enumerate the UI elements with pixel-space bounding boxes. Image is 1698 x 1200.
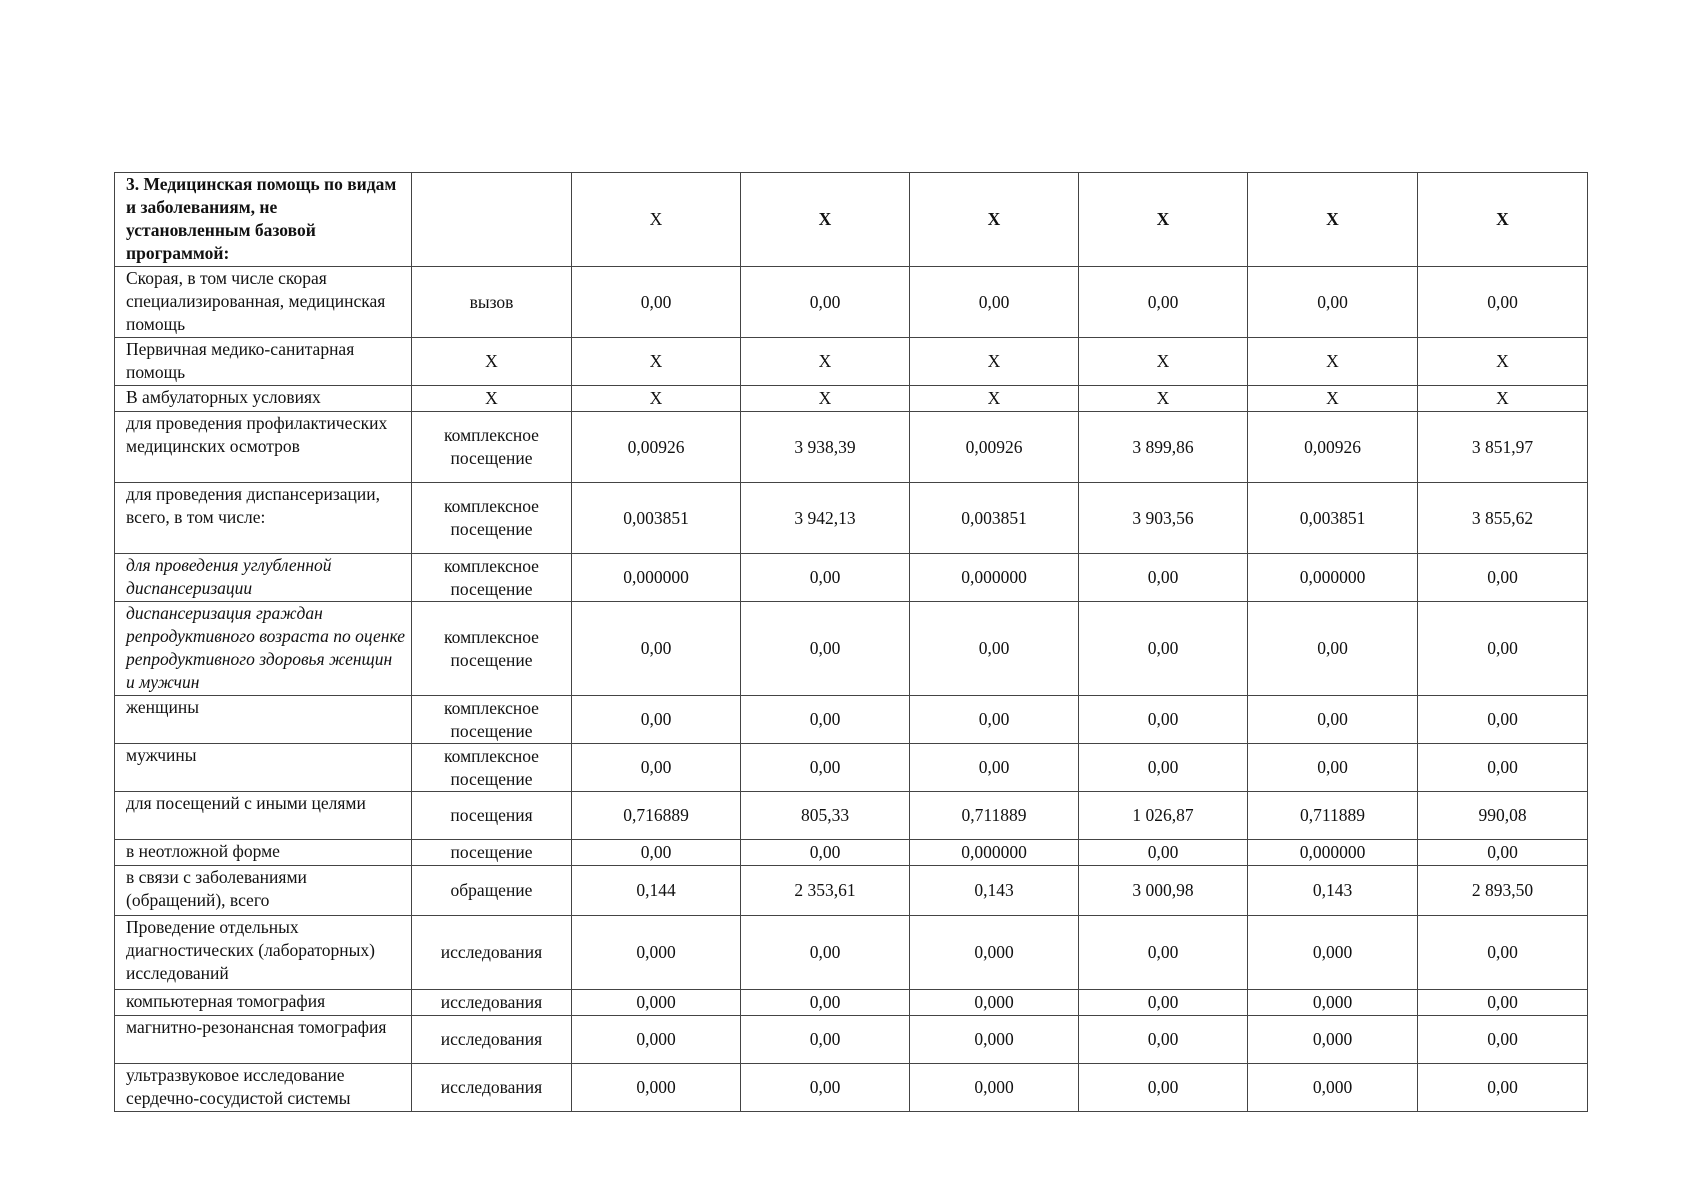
value-cell: 3 942,13 (741, 483, 910, 554)
value-cell: 0,003851 (910, 483, 1079, 554)
row-unit: вызов (412, 267, 572, 338)
table-row (115, 866, 1588, 916)
value-cell: X (1079, 338, 1248, 386)
row-unit: X (412, 338, 572, 386)
value-cell: 0,000000 (1248, 840, 1418, 866)
row-unit: исследования (412, 1064, 572, 1112)
row-unit: исследования (412, 1016, 572, 1064)
value-cell: 0,00 (1248, 602, 1418, 696)
value-cell: 0,00 (1418, 1064, 1588, 1112)
table-row (115, 412, 1588, 483)
value-cell: 0,00 (910, 744, 1079, 792)
row-label: в неотложной форме (115, 840, 412, 866)
value-cell: X (910, 338, 1079, 386)
value-cell: 3 899,86 (1079, 412, 1248, 483)
value-cell: 0,00 (572, 840, 741, 866)
value-cell: 0,000000 (910, 840, 1079, 866)
value-cell: 0,00 (1248, 267, 1418, 338)
value-cell: 0,00 (741, 554, 910, 602)
row-unit: комплексное посещение (412, 696, 572, 744)
table-row (115, 744, 1588, 792)
table-body (115, 173, 1588, 1112)
row-unit: обращение (412, 866, 572, 916)
value-cell: 0,00 (741, 1064, 910, 1112)
value-cell: 0,716889 (572, 792, 741, 840)
value-cell: 0,00 (1418, 554, 1588, 602)
value-cell: 0,00 (1079, 602, 1248, 696)
value-cell: X (572, 173, 741, 267)
table-row (115, 916, 1588, 990)
value-cell: 0,00 (1079, 840, 1248, 866)
value-cell: 0,00 (1079, 1016, 1248, 1064)
value-cell: 0,00 (1418, 696, 1588, 744)
value-cell: 0,00 (1418, 916, 1588, 990)
value-cell: X (1248, 386, 1418, 412)
value-cell: 0,00 (572, 602, 741, 696)
value-cell: 0,000000 (572, 554, 741, 602)
value-cell: 0,000 (1248, 990, 1418, 1016)
row-unit: комплексное посещение (412, 744, 572, 792)
value-cell: X (741, 386, 910, 412)
table-row (115, 267, 1588, 338)
table-row (115, 386, 1588, 412)
row-unit: исследования (412, 916, 572, 990)
value-cell: 0,00 (910, 696, 1079, 744)
value-cell: 0,000 (910, 990, 1079, 1016)
row-unit: посещение (412, 840, 572, 866)
value-cell: 0,00 (1418, 267, 1588, 338)
value-cell: 3 851,97 (1418, 412, 1588, 483)
value-cell: 0,003851 (572, 483, 741, 554)
row-label: для проведения профилактических медицинских осмотров (115, 412, 412, 483)
table-row (115, 840, 1588, 866)
value-cell: X (741, 338, 910, 386)
value-cell: 0,000 (1248, 1064, 1418, 1112)
table-row (115, 990, 1588, 1016)
value-cell: X (1079, 386, 1248, 412)
value-cell: X (572, 338, 741, 386)
row-unit: комплексное посещение (412, 602, 572, 696)
value-cell: 0,00 (910, 267, 1079, 338)
value-cell: X (1248, 338, 1418, 386)
value-cell: 0,00 (1418, 990, 1588, 1016)
value-cell: 0,000000 (1248, 554, 1418, 602)
table-row (115, 602, 1588, 696)
table-row (115, 1064, 1588, 1112)
row-unit: комплексное посещение (412, 554, 572, 602)
table-row (115, 483, 1588, 554)
value-cell: 2 353,61 (741, 866, 910, 916)
value-cell: 0,00 (572, 696, 741, 744)
row-label: женщины (115, 696, 412, 744)
row-label: для посещений с иными целями (115, 792, 412, 840)
value-cell: 0,000 (572, 990, 741, 1016)
value-cell: 0,00926 (1248, 412, 1418, 483)
value-cell: 0,000 (910, 1016, 1079, 1064)
value-cell: X (741, 173, 910, 267)
value-cell: 0,00 (1079, 696, 1248, 744)
value-cell: 0,00 (1079, 990, 1248, 1016)
value-cell: 0,00 (1079, 267, 1248, 338)
table-row (115, 792, 1588, 840)
value-cell: 3 903,56 (1079, 483, 1248, 554)
row-unit: комплексное посещение (412, 483, 572, 554)
value-cell: 0,00 (741, 744, 910, 792)
value-cell: 0,00 (741, 696, 910, 744)
value-cell: 0,00 (1418, 840, 1588, 866)
value-cell: 0,00 (572, 267, 741, 338)
table-row (115, 554, 1588, 602)
value-cell: 0,00 (741, 990, 910, 1016)
value-cell: 0,000 (572, 1016, 741, 1064)
value-cell: X (1418, 173, 1588, 267)
value-cell: 0,000 (572, 916, 741, 990)
value-cell: 0,00926 (910, 412, 1079, 483)
row-label: компьютерная томография (115, 990, 412, 1016)
table-row (115, 338, 1588, 386)
value-cell: 3 000,98 (1079, 866, 1248, 916)
value-cell: 805,33 (741, 792, 910, 840)
row-label: Скорая, в том числе скорая специализированная, медицинская помощь (115, 267, 412, 338)
value-cell: 0,00 (1079, 916, 1248, 990)
row-label: Проведение отдельных диагностических (лабораторных) исследований (115, 916, 412, 990)
value-cell: 0,000 (910, 916, 1079, 990)
value-cell: 0,00 (1418, 602, 1588, 696)
value-cell: 0,143 (910, 866, 1079, 916)
value-cell: X (1079, 173, 1248, 267)
value-cell: 2 893,50 (1418, 866, 1588, 916)
document-page (114, 172, 1587, 1112)
row-label: В амбулаторных условиях (115, 386, 412, 412)
row-label: ультразвуковое исследование сердечно-сосудистой системы (115, 1064, 412, 1112)
value-cell: 0,000000 (910, 554, 1079, 602)
value-cell: 3 855,62 (1418, 483, 1588, 554)
value-cell: 0,00 (741, 916, 910, 990)
value-cell: 0,00 (1079, 744, 1248, 792)
value-cell: 0,00 (1418, 1016, 1588, 1064)
row-label: для проведения диспансеризации, всего, в том числе: (115, 483, 412, 554)
table-row (115, 173, 1588, 267)
value-cell: X (572, 386, 741, 412)
value-cell: 0,143 (1248, 866, 1418, 916)
value-cell: 0,000 (910, 1064, 1079, 1112)
medical-care-table (114, 172, 1588, 1112)
value-cell: 3 938,39 (741, 412, 910, 483)
value-cell: X (1248, 173, 1418, 267)
row-unit: X (412, 386, 572, 412)
value-cell: 0,00 (910, 602, 1079, 696)
row-label: для проведения углубленной диспансеризации (115, 554, 412, 602)
row-label: в связи с заболеваниями (обращений), всего (115, 866, 412, 916)
value-cell: 0,000 (572, 1064, 741, 1112)
value-cell: 0,003851 (1248, 483, 1418, 554)
value-cell: 0,00 (741, 840, 910, 866)
value-cell: 0,00 (572, 744, 741, 792)
row-label: 3. Медицинская помощь по видам и заболеваниям, не установленным базовой программой: (115, 173, 412, 267)
value-cell: X (1418, 386, 1588, 412)
value-cell: 0,00926 (572, 412, 741, 483)
value-cell: 0,00 (1248, 744, 1418, 792)
row-label: мужчины (115, 744, 412, 792)
row-label: Первичная медико-санитарная помощь (115, 338, 412, 386)
table-row (115, 696, 1588, 744)
value-cell: X (910, 386, 1079, 412)
value-cell: 1 026,87 (1079, 792, 1248, 840)
value-cell: 0,00 (741, 267, 910, 338)
value-cell: 990,08 (1418, 792, 1588, 840)
value-cell: 0,00 (1418, 744, 1588, 792)
row-unit: исследования (412, 990, 572, 1016)
value-cell: 0,00 (741, 602, 910, 696)
row-label: магнитно-резонансная томография (115, 1016, 412, 1064)
value-cell: 0,000 (1248, 916, 1418, 990)
table-row (115, 1016, 1588, 1064)
value-cell: 0,711889 (1248, 792, 1418, 840)
value-cell: 0,144 (572, 866, 741, 916)
value-cell: 0,711889 (910, 792, 1079, 840)
value-cell: X (1418, 338, 1588, 386)
value-cell: 0,00 (741, 1016, 910, 1064)
value-cell: X (910, 173, 1079, 267)
value-cell: 0,00 (1079, 1064, 1248, 1112)
value-cell: 0,00 (1079, 554, 1248, 602)
row-unit: посещения (412, 792, 572, 840)
row-unit (412, 173, 572, 267)
value-cell: 0,00 (1248, 696, 1418, 744)
value-cell: 0,000 (1248, 1016, 1418, 1064)
row-unit: комплексное посещение (412, 412, 572, 483)
row-label: диспансеризация граждан репродуктивного возраста по оценке репродуктивного здоровья женщин и мужчин (115, 602, 412, 696)
